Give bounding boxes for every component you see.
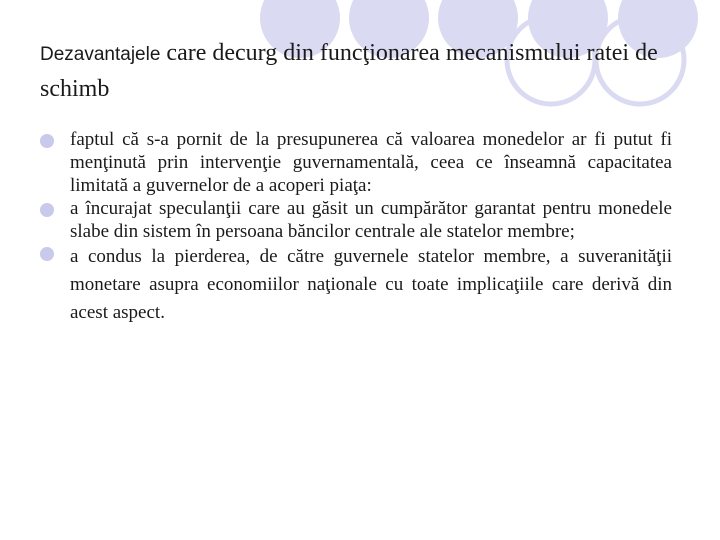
bullet-text: a condus la pierderea, de către guvernele statelor membre, a suveranităţii monetare asupra economiilor naţionale cu toate implicaţiile care derivă din acest aspect.	[70, 246, 672, 323]
bullet-list	[40, 128, 672, 327]
slide-title	[40, 36, 680, 106]
bullet-text: faptul că s-a pornit de la presupunerea că valoarea monedelor ar fi putut fi menţinută prin intervenţie guvernamentală, ceea ce înseamnă capacitatea limitată a guvernelor de a acoperi piaţa:	[70, 129, 672, 196]
bullet-text: a încurajat speculanţii care au găsit un cumpărător garantat pentru monedele slabe din sistem în persoana băncilor centrale ale statelor membre;	[70, 198, 672, 242]
bullet-item	[40, 197, 672, 243]
bullet-dot-icon	[40, 134, 54, 148]
title-rest: care decurg din funcţionarea mecanismului ratei de schimb	[40, 40, 658, 102]
bullet-item	[40, 128, 672, 197]
bullet-item	[40, 243, 672, 327]
title-first-word: Dezavantajele	[40, 44, 161, 65]
bullet-dot-icon	[40, 247, 54, 261]
bullet-dot-icon	[40, 203, 54, 217]
